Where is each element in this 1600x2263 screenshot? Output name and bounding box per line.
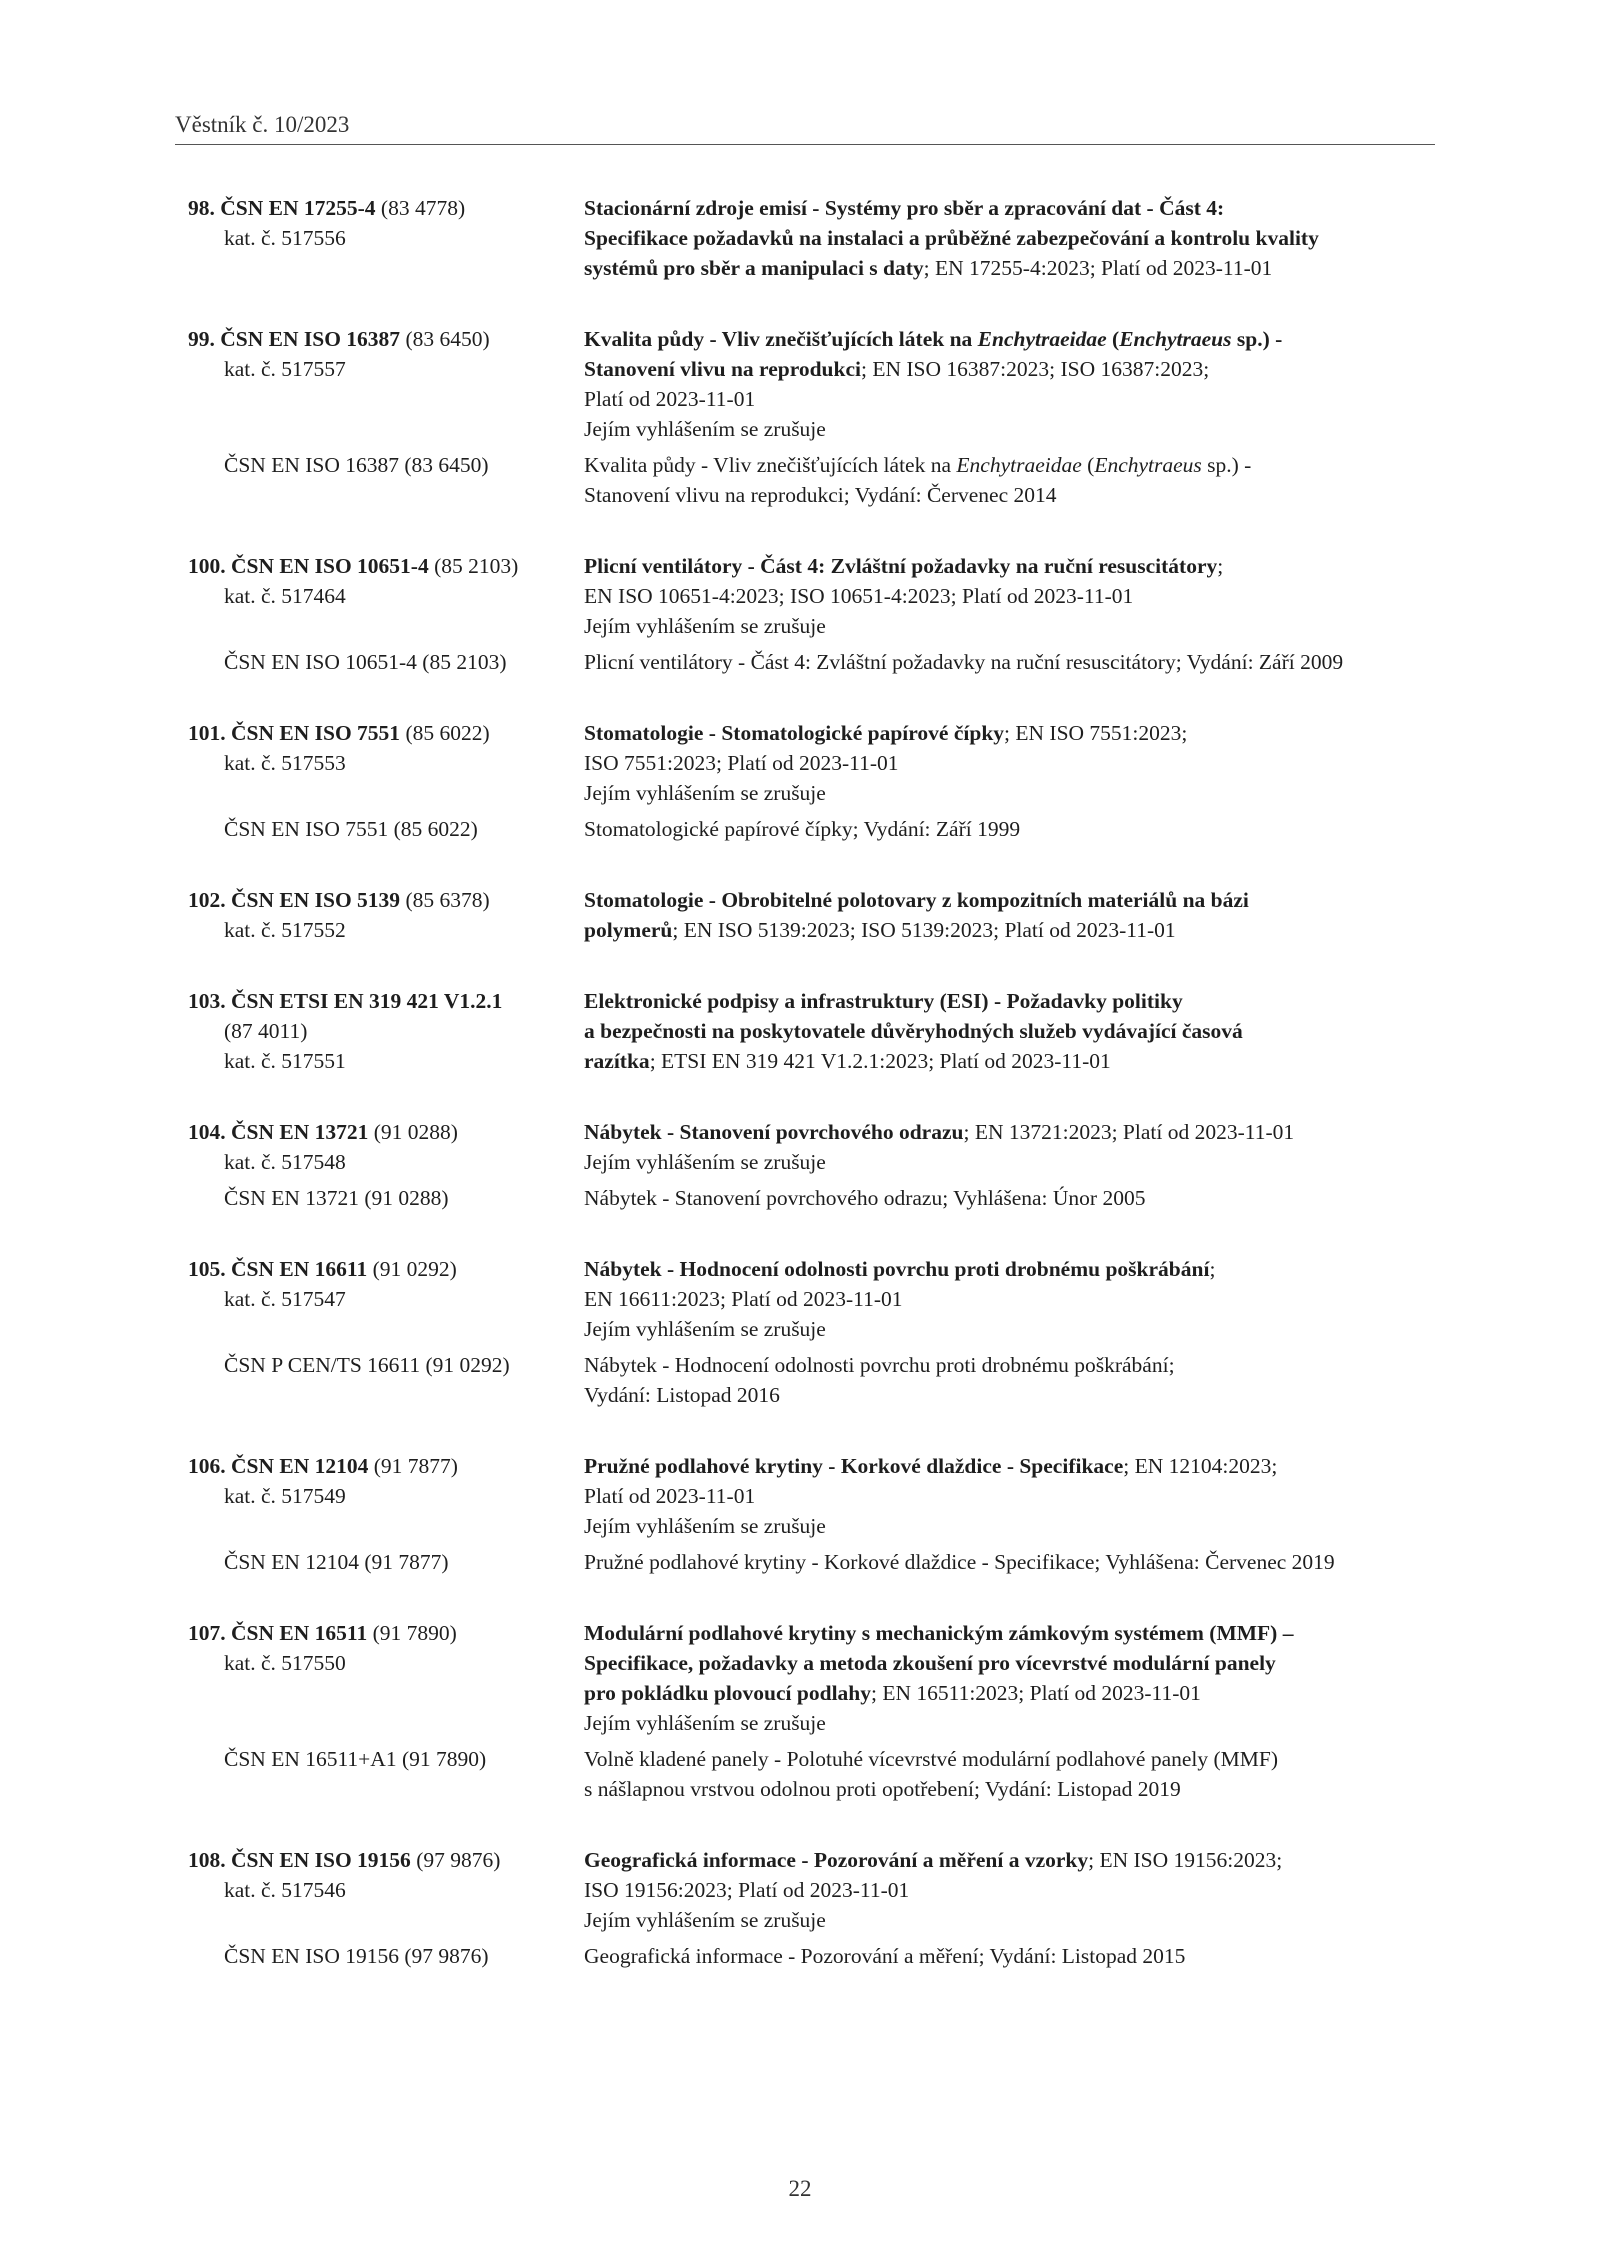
text-line — [584, 915, 1438, 945]
text-run: ( — [1106, 327, 1120, 351]
text-run: Stanovení vlivu na reprodukci — [584, 357, 861, 381]
replaced-standard-row — [188, 450, 1438, 510]
standard-entry — [188, 1117, 1438, 1213]
standard-code: ČSN EN 17255-4 — [220, 196, 376, 220]
entry-number: 104. — [188, 1120, 226, 1144]
text-line — [584, 611, 1438, 641]
replaced-code: ČSN EN ISO 7551 (85 6022) — [224, 817, 478, 841]
text-line — [584, 1618, 1438, 1648]
catalog-number: kat. č. 517546 — [224, 1878, 346, 1902]
classification-code: (83 6450) — [405, 327, 490, 351]
text-run: ; — [1209, 1257, 1216, 1281]
entry-code-line — [188, 1845, 584, 1875]
text-run: ; ETSI EN 319 421 V1.2.1:2023; Platí od 2023-11-01 — [649, 1049, 1111, 1073]
standard-code: ČSN ETSI EN 319 421 V1.2.1 — [231, 989, 503, 1013]
text-run: ISO 7551:2023; Platí od 2023-11-01 — [584, 751, 899, 775]
replaced-title — [584, 1183, 1438, 1213]
catalog-number: kat. č. 517551 — [224, 1049, 346, 1073]
replaced-identifier — [188, 1744, 584, 1804]
replaced-title — [584, 647, 1438, 677]
standard-code: ČSN EN ISO 19156 — [231, 1848, 411, 1872]
entry-identifier — [188, 324, 584, 444]
classification-code: (91 7877) — [373, 1454, 458, 1478]
text-run: EN 16611:2023; Platí od 2023-11-01 — [584, 1287, 903, 1311]
catalog-number: kat. č. 517556 — [224, 226, 346, 250]
text-run: Jejím vyhlášením se zrušuje — [584, 1317, 826, 1341]
text-run: ( — [1081, 453, 1095, 477]
replaced-standard-row — [188, 1183, 1438, 1213]
entry-main-row — [188, 986, 1438, 1076]
replaced-standard-row — [188, 1941, 1438, 1971]
text-line — [584, 384, 1438, 414]
page-header: Věstník č. 10/2023 — [175, 112, 1435, 145]
text-run: Jejím vyhlášením se zrušuje — [584, 1150, 826, 1174]
text-run: Stomatologické papírové čípky; Vydání: Září 1999 — [584, 817, 1021, 841]
entry-code-line — [188, 885, 584, 915]
text-line — [584, 581, 1438, 611]
replaced-code: ČSN P CEN/TS 16611 (91 0292) — [224, 1353, 510, 1377]
text-line — [584, 1481, 1438, 1511]
catalog-number: kat. č. 517548 — [224, 1150, 346, 1174]
replaced-title — [584, 1547, 1438, 1577]
entry-title — [584, 551, 1438, 641]
standard-entry — [188, 1254, 1438, 1410]
replaced-identifier — [188, 1350, 584, 1410]
text-run: ISO 19156:2023; Platí od 2023-11-01 — [584, 1878, 910, 1902]
replaced-standard-row — [188, 1547, 1438, 1577]
standard-code: ČSN EN 16611 — [231, 1257, 368, 1281]
text-line — [584, 1941, 1438, 1971]
entry-main-row — [188, 193, 1438, 283]
standard-code: ČSN EN 12104 — [231, 1454, 369, 1478]
text-run: Specifikace, požadavky a metoda zkoušení pro vícevrstvé modulární panely — [584, 1651, 1276, 1675]
text-run: ; EN 13721:2023; Platí od 2023-11-01 — [963, 1120, 1295, 1144]
replaced-standard-row — [188, 814, 1438, 844]
standard-entry — [188, 986, 1438, 1076]
text-run: Stanovení vlivu na reprodukci; Vydání: Červenec 2014 — [584, 483, 1057, 507]
text-run: ; EN ISO 5139:2023; ISO 5139:2023; Platí od 2023-11-01 — [672, 918, 1176, 942]
text-line — [584, 1284, 1438, 1314]
text-run: Nábytek - Stanovení povrchového odrazu — [584, 1120, 964, 1144]
text-line — [584, 1183, 1438, 1213]
entry-code-line — [188, 1117, 584, 1147]
text-run: Stacionární zdroje emisí - Systémy pro sběr a zpracování dat - Část 4: — [584, 196, 1225, 220]
entry-main-row — [188, 1618, 1438, 1738]
entry-code-line — [188, 1254, 584, 1284]
entry-number: 103. — [188, 989, 226, 1013]
catalog-number: kat. č. 517547 — [224, 1287, 346, 1311]
text-run: Jejím vyhlášením se zrušuje — [584, 614, 826, 638]
text-run: ; EN ISO 19156:2023; — [1088, 1848, 1283, 1872]
replaced-code: ČSN EN 16511+A1 (91 7890) — [224, 1747, 487, 1771]
entry-number: 105. — [188, 1257, 226, 1281]
entry-identifier — [188, 1845, 584, 1935]
text-line — [584, 223, 1438, 253]
replaced-title — [584, 450, 1438, 510]
classification-code: (91 7890) — [372, 1621, 457, 1645]
text-line — [584, 324, 1438, 354]
replaced-title — [584, 1941, 1438, 1971]
text-run: Modulární podlahové krytiny s mechanickým zámkovým systémem (MMF) – — [584, 1621, 1294, 1645]
text-run: Elektronické podpisy a infrastruktury (ESI) - Požadavky politiky — [584, 989, 1183, 1013]
entry-code-line — [188, 324, 584, 354]
entry-code-line — [188, 1618, 584, 1648]
text-line — [584, 1547, 1438, 1577]
entry-code-line — [188, 986, 584, 1016]
text-run: Platí od 2023-11-01 — [584, 1484, 756, 1508]
page-number: 22 — [788, 2176, 812, 2201]
text-line — [584, 885, 1438, 915]
classification-code: (91 0292) — [372, 1257, 457, 1281]
text-run: Stomatologie - Obrobitelné polotovary z kompozitních materiálů na bázi — [584, 888, 1249, 912]
text-line — [584, 1648, 1438, 1678]
text-run: Pružné podlahové krytiny - Korkové dlaždice - Specifikace; Vyhlášena: Červenec 2019 — [584, 1550, 1335, 1574]
text-line — [584, 1774, 1438, 1804]
text-line — [584, 253, 1438, 283]
text-line — [584, 551, 1438, 581]
text-run: Specifikace požadavků na instalaci a průběžné zabezpečování a kontrolu kvality — [584, 226, 1319, 250]
text-run: Plicní ventilátory - Část 4: Zvláštní požadavky na ruční resuscitátory — [584, 554, 1218, 578]
text-line — [584, 748, 1438, 778]
text-line — [584, 414, 1438, 444]
standard-entry — [188, 1845, 1438, 1971]
entry-main-row — [188, 885, 1438, 945]
entry-identifier — [188, 718, 584, 808]
text-run: systémů pro sběr a manipulaci s daty — [584, 256, 924, 280]
text-line — [584, 1875, 1438, 1905]
standard-code: ČSN EN ISO 5139 — [231, 888, 401, 912]
entry-code-line — [188, 551, 584, 581]
text-run: Geografická informace - Pozorování a měření a vzorky — [584, 1848, 1089, 1872]
text-line — [584, 193, 1438, 223]
text-run: ; — [1217, 554, 1224, 578]
text-run: Jejím vyhlášením se zrušuje — [584, 1711, 826, 1735]
entry-identifier — [188, 551, 584, 641]
text-run: sp.) - — [1201, 453, 1252, 477]
replaced-title — [584, 814, 1438, 844]
entry-number: 107. — [188, 1621, 226, 1645]
entry-main-row — [188, 551, 1438, 641]
text-line — [584, 1314, 1438, 1344]
entry-main-row — [188, 1845, 1438, 1935]
text-run: pro pokládku plovoucí podlahy — [584, 1681, 871, 1705]
catalog-number: kat. č. 517550 — [224, 1651, 346, 1675]
text-run: ; EN ISO 7551:2023; — [1004, 721, 1188, 745]
text-line — [584, 986, 1438, 1016]
classification-code: (87 4011) — [224, 1019, 308, 1043]
text-line — [584, 1905, 1438, 1935]
entry-title — [584, 324, 1438, 444]
standard-entry — [188, 324, 1438, 510]
entry-identifier — [188, 1254, 584, 1344]
replaced-code: ČSN EN ISO 10651-4 (85 2103) — [224, 650, 507, 674]
standard-entry — [188, 193, 1438, 283]
catalog-number: kat. č. 517557 — [224, 357, 346, 381]
catalog-number: kat. č. 517552 — [224, 918, 346, 942]
catalog-number: kat. č. 517549 — [224, 1484, 346, 1508]
replaced-code: ČSN EN ISO 16387 (83 6450) — [224, 453, 489, 477]
text-run: Plicní ventilátory - Část 4: Zvláštní požadavky na ruční resuscitátory; Vydání: Září 2009 — [584, 650, 1344, 674]
text-run: Enchytraeidae — [956, 453, 1082, 477]
replaced-standard-row — [188, 1744, 1438, 1804]
text-run: Jejím vyhlášením se zrušuje — [584, 1908, 826, 1932]
standard-code: ČSN EN ISO 10651-4 — [231, 554, 429, 578]
text-run: Stomatologie - Stomatologické papírové čípky — [584, 721, 1005, 745]
replaced-title — [584, 1350, 1438, 1410]
text-line — [584, 1254, 1438, 1284]
text-run: EN ISO 10651-4:2023; ISO 10651-4:2023; Platí od 2023-11-01 — [584, 584, 1134, 608]
text-line — [584, 354, 1438, 384]
entry-title — [584, 193, 1438, 283]
text-run: ; EN ISO 16387:2023; ISO 16387:2023; — [860, 357, 1210, 381]
catalog-number: kat. č. 517553 — [224, 751, 346, 775]
text-run: Volně kladené panely - Polotuhé vícevrstvé modulární podlahové panely (MMF) — [584, 1747, 1279, 1771]
classification-code: (85 6378) — [405, 888, 490, 912]
standard-code: ČSN EN ISO 16387 — [220, 327, 401, 351]
text-run: Kvalita půdy - Vliv znečišťujících látek na — [584, 327, 978, 351]
replaced-identifier — [188, 1941, 584, 1971]
text-line — [584, 1117, 1438, 1147]
entry-number: 102. — [188, 888, 226, 912]
classification-code: (97 9876) — [416, 1848, 501, 1872]
entry-title — [584, 1618, 1438, 1738]
text-line — [584, 1451, 1438, 1481]
replaced-identifier — [188, 1547, 584, 1577]
text-line — [584, 1147, 1438, 1177]
entry-number: 100. — [188, 554, 226, 578]
text-run: s nášlapnou vrstvou odolnou proti opotřebení; Vydání: Listopad 2019 — [584, 1777, 1181, 1801]
text-run: Enchytraeidae — [977, 327, 1107, 351]
entry-number: 106. — [188, 1454, 226, 1478]
replaced-code: ČSN EN 13721 (91 0288) — [224, 1186, 449, 1210]
text-line — [584, 450, 1438, 480]
entry-title — [584, 1845, 1438, 1935]
replaced-code: ČSN EN ISO 19156 (97 9876) — [224, 1944, 489, 1968]
standard-code: ČSN EN ISO 7551 — [231, 721, 401, 745]
standard-entry — [188, 885, 1438, 945]
entry-title — [584, 885, 1438, 945]
replaced-identifier — [188, 1183, 584, 1213]
classification-code: (83 4778) — [380, 196, 466, 220]
replaced-code: ČSN EN 12104 (91 7877) — [224, 1550, 449, 1574]
text-run: Nábytek - Hodnocení odolnosti povrchu proti drobnému poškrábání; — [584, 1353, 1175, 1377]
entry-number: 99. — [188, 327, 215, 351]
replaced-title — [584, 1744, 1438, 1804]
entry-identifier — [188, 1618, 584, 1738]
text-line — [584, 480, 1438, 510]
entry-identifier — [188, 193, 584, 283]
entry-title — [584, 718, 1438, 808]
text-run: Kvalita půdy - Vliv znečišťujících látek na — [584, 453, 957, 477]
entry-main-row — [188, 1254, 1438, 1344]
entry-title — [584, 1117, 1438, 1177]
entry-main-row — [188, 324, 1438, 444]
text-line — [584, 814, 1438, 844]
replaced-standard-row — [188, 647, 1438, 677]
text-run: Geografická informace - Pozorování a měření; Vydání: Listopad 2015 — [584, 1944, 1186, 1968]
entry-code-line — [188, 193, 584, 223]
text-run: ; EN 12104:2023; — [1123, 1454, 1278, 1478]
entry-number: 108. — [188, 1848, 226, 1872]
text-line — [584, 1845, 1438, 1875]
replaced-standard-row — [188, 1350, 1438, 1410]
text-line — [584, 1046, 1438, 1076]
entry-number: 98. — [188, 196, 215, 220]
text-line — [584, 718, 1438, 748]
text-run: Vydání: Listopad 2016 — [584, 1383, 780, 1407]
classification-code: (91 0288) — [373, 1120, 458, 1144]
text-line — [584, 1350, 1438, 1380]
text-run: Enchytraeus — [1119, 327, 1232, 351]
replaced-identifier — [188, 814, 584, 844]
standard-code: ČSN EN 13721 — [231, 1120, 369, 1144]
text-run: Nábytek - Hodnocení odolnosti povrchu proti drobnému poškrábání — [584, 1257, 1210, 1281]
text-line — [584, 1708, 1438, 1738]
standard-entry — [188, 551, 1438, 677]
catalog-number: kat. č. 517464 — [224, 584, 346, 608]
text-run: ; EN 17255-4:2023; Platí od 2023-11-01 — [923, 256, 1273, 280]
entry-main-row — [188, 1117, 1438, 1177]
text-line — [584, 1678, 1438, 1708]
entry-title — [584, 1451, 1438, 1541]
entry-code-line — [188, 1451, 584, 1481]
entry-identifier — [188, 1451, 584, 1541]
standard-code: ČSN EN 16511 — [231, 1621, 368, 1645]
text-run: Pružné podlahové krytiny - Korkové dlaždice - Specifikace — [584, 1454, 1124, 1478]
entry-title — [584, 986, 1438, 1076]
text-run: Jejím vyhlášením se zrušuje — [584, 781, 826, 805]
text-run: Jejím vyhlášením se zrušuje — [584, 1514, 826, 1538]
text-line — [584, 1744, 1438, 1774]
entry-identifier — [188, 986, 584, 1076]
text-run: Enchytraeus — [1094, 453, 1202, 477]
text-line — [584, 1380, 1438, 1410]
text-line — [584, 647, 1438, 677]
text-run: sp.) - — [1231, 327, 1283, 351]
entry-code-line — [188, 718, 584, 748]
classification-code: (85 2103) — [434, 554, 519, 578]
entry-number: 101. — [188, 721, 226, 745]
text-line — [584, 778, 1438, 808]
standard-entry — [188, 718, 1438, 844]
text-run: Jejím vyhlášením se zrušuje — [584, 417, 826, 441]
entry-main-row — [188, 718, 1438, 808]
text-run: Platí od 2023-11-01 — [584, 387, 756, 411]
text-run: a bezpečnosti na poskytovatele důvěryhodných služeb vydávající časová — [584, 1019, 1243, 1043]
entry-title — [584, 1254, 1438, 1344]
text-run: Nábytek - Stanovení povrchového odrazu; Vyhlášena: Únor 2005 — [584, 1186, 1146, 1210]
text-run: polymerů — [584, 918, 673, 942]
entry-main-row — [188, 1451, 1438, 1541]
standard-entry — [188, 1618, 1438, 1804]
entry-identifier — [188, 1117, 584, 1177]
replaced-identifier — [188, 450, 584, 510]
text-run: ; EN 16511:2023; Platí od 2023-11-01 — [871, 1681, 1201, 1705]
replaced-identifier — [188, 647, 584, 677]
standards-list — [188, 193, 1438, 2012]
standard-entry — [188, 1451, 1438, 1577]
entry-identifier — [188, 885, 584, 945]
text-run: razítka — [584, 1049, 650, 1073]
classification-code: (85 6022) — [405, 721, 490, 745]
text-line — [584, 1511, 1438, 1541]
text-line — [584, 1016, 1438, 1046]
